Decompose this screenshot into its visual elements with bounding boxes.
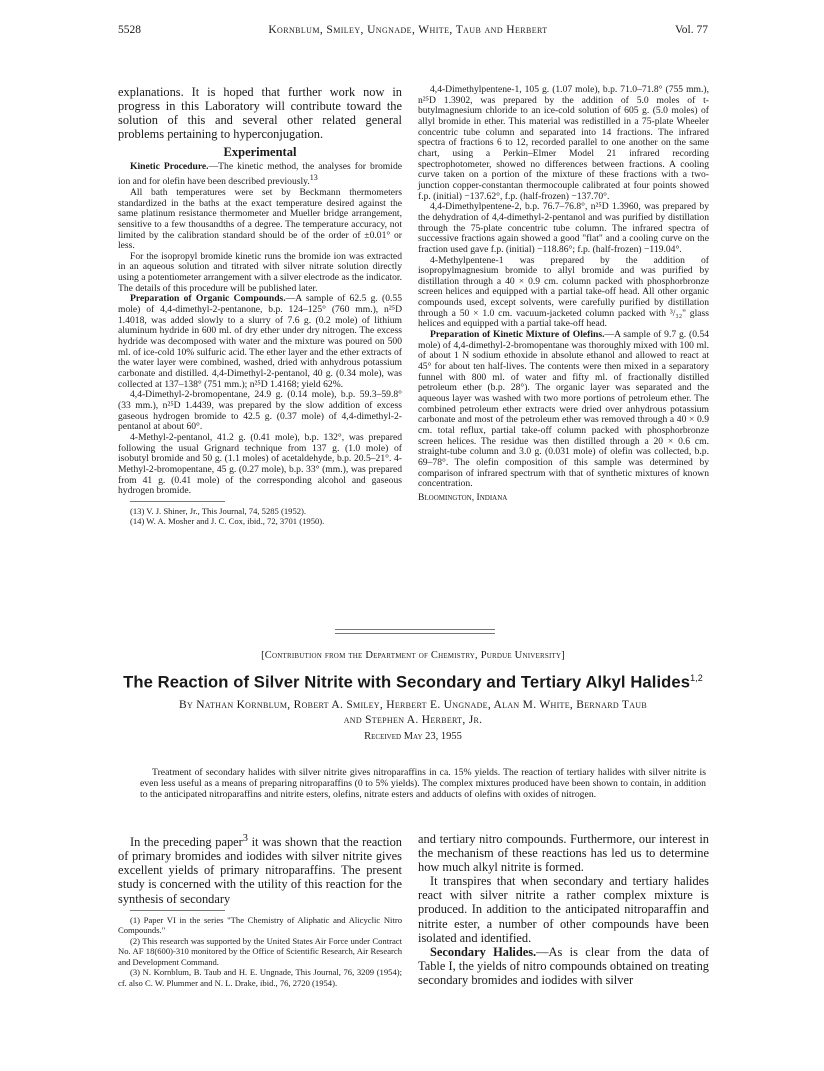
abstract: Treatment of secondary halides with silver nitrite gives nitroparaffins in ca. 15% yields. The reaction of tertiary halides with silver nitrite is even less useful as a means of preparing nitroparaffins (0 to 5% yields). The complex mixtures produced have been shown to contain, in addition to the anticipated nitroparaffins and nitrite esters, olefins, nitrate esters and adducts of olefins with oxides of nitrogen. (140, 767, 706, 800)
received-date: Received May 23, 1955 (364, 731, 462, 742)
pentene-1-paragraph: 4,4-Dimethylpentene-1, 105 g. (1.07 mole), b.p. 71.0–71.8° (755 mm.), n²⁵D 1.3902, was prepared by the addition of 5.0 moles of t-butylmagnesium chloride to an ice-cold solution of 605 g. (5.0 moles) of allyl bromide in ether. This material was redistilled in a 75-plate Wheeler concentric tube column and separated into 14 fractions. The infrared spectra of fractions 6 to 12, recorded parallel to one another on the same chart, using a Perkin–Elmer Model 21 infrared recording spectrophotometer, showed no differences between fractions. A cooling curve taken on a portion of the mixture of these fractions with a two-junction copper-constantan thermocouple calibrated at four points showed f.p. (initial) −137.62°, f.p. (half-frozen) −137.70°. (418, 84, 709, 202)
volume-number: Vol. 77 (674, 24, 708, 36)
kinetic-procedure-text: —The kinetic method, the analyses for bromide ion and for olefin have been described previously. (118, 161, 402, 188)
footnote: (1) Paper VI in the series "The Chemistry of Aliphatic and Alicyclic Nitro Compounds." (118, 914, 402, 936)
column-top-right (418, 85, 709, 504)
transpires-paragraph: It transpires that when secondary and tertiary halides react with silver nitrite a rather complex mixture is produced. In addition to the anticipated nitroparaffin and nitrite ester, a number of other compounds have been isolated and identified. (418, 874, 709, 945)
article-title-text: The Reaction of Silver Nitrite with Secondary and Tertiary Alkyl Halides (123, 672, 691, 692)
methylpentene-paragraph: 4-Methylpentene-1 was prepared by the addition of isopropylmagnesium bromide to allyl bromide and was purified by distillation through a 40 × 0.9 cm. column packed with phosphorbronze screen helices and equipped with a partial take-off head. All other organic compounds used, except solvents, were carefully purified by distillation through a 50 × 1.0 cm. vacuum-jacketed column packed with ³/₃₂" glass helices and equipped with a partial take-off head. (418, 254, 709, 330)
preparation-paragraph (118, 294, 402, 390)
footnote-ref: 13 (309, 173, 318, 183)
footnote-rule (130, 910, 225, 911)
article-title (118, 668, 708, 693)
footnote-ref: 3 (242, 833, 248, 844)
author-line-2: and Stephen A. Herbert, Jr. (343, 714, 483, 726)
location-line: Bloomington, Indiana (418, 491, 508, 503)
preparation-heading: Preparation of Organic Compounds. (130, 293, 286, 305)
footnote: (14) W. A. Mosher and J. C. Cox, ibid., 72, 3701 (1950). (130, 515, 325, 526)
footnote: (2) This research was supported by the United States Air Force under Contract No. AF 18(600)-310 monitored by the Office of Scientific Research, Air Research and Development Command. (118, 935, 402, 967)
running-head (118, 24, 708, 40)
column-bottom-right (418, 832, 709, 987)
bromopentane-paragraph: 4,4-Dimethyl-2-bromopentane, 24.9 g. (0.14 mole), b.p. 59.3–59.8° (33 mm.), n²⁵D 1.4439, was prepared by the slow addition of excess gaseous hydrogen bromide to 42.5 g. (0.37 mole) of 4,4-dimethyl-2-pentanol at about 60°. (118, 389, 402, 433)
author-byline (118, 698, 708, 728)
secondary-halides-heading: Secondary Halides. (430, 944, 537, 959)
footnote-rule (130, 501, 225, 502)
kinetic-mixture-text: —A sample of 9.7 g. (0.54 mole) of 4,4-dimethyl-2-bromopentane was thoroughly mixed with 100 ml. of about 1 N sodium ethoxide in absolute ethanol and allowed to react at 45° for about ten half-lives. The contents were then mixed in a separatory funnel with 800 ml. of water and fifty ml. of fractionally distilled petroleum ether (b.p. 28°). The organic layer was separated and the aqueous layer was washed with two more portions of petroleum ether. The combined petroleum ether extracts were dried over anhydrous potassium carbonate and most of the petroleum ether was removed through a 40 × 0.9 cm. total reflux, partial take-off column packed with phosphorbronze screen helices. The residue was then distilled through a 20 × 0.6 cm. straight-tube column and 3.0 g. (0.031 mole) of olefin was collected, b.p. 69–78°. The olefin composition of this sample was determined by comparison of infrared spectrum with that of synthetic mixtures of known concentration. (418, 329, 709, 490)
secondary-halides-text: —As is clear from the data of Table I, the yields of nitro compounds obtained on treating secondary bromides and iodides with silver (418, 944, 709, 987)
kinetic-mixture-heading: Preparation of Kinetic Mixture of Olefins. (430, 329, 605, 341)
isopropyl-bromide-paragraph: For the isopropyl bromide kinetic runs the bromide ion was extracted in an aqueous solution and titrated with silver nitrate solution directly using a potentiometer arrangement with a silver electrode as the indicator. The details of this procedure will be published later. (118, 250, 402, 294)
footnote: (3) N. Kornblum, B. Taub and H. E. Ungnade, This Journal, 76, 3209 (1954); cf. also C. W. Plummer and N. L. Drake, ibid., 76, 2720 (1954). (118, 967, 402, 988)
intro-text-a: In the preceding paper (130, 835, 243, 850)
title-footnote-refs: 1,2 (690, 673, 703, 683)
page-number: 5528 (118, 24, 141, 36)
column-top-left (118, 85, 402, 526)
running-head-authors: Kornblum, Smiley, Ungnade, White, Taub and Herbert (268, 24, 548, 36)
experimental-heading: Experimental (223, 145, 297, 160)
intro-text-b: it was shown that the reaction of primary bromides and iodides with silver nitrite gives excellent yields of primary nitroparaffins. The present study is concerned with the utility of this reaction for the synthesis of secondary (118, 835, 402, 906)
kinetic-procedure-heading: Kinetic Procedure. (130, 161, 209, 173)
author-line-1: By Nathan Kornblum, Robert A. Smiley, Herbert E. Ungnade, Alan M. White, Bernard Taub (178, 699, 648, 711)
secondary-halides-paragraph (418, 945, 709, 987)
intro-paragraph (118, 832, 402, 906)
bath-temperature-paragraph: All bath temperatures were set by Beckmann thermometers standardized in the baths at the exact temperature desired against the same platinum resistance thermometer and Mueller bridge arrangement, sensitive to a few thousandths of a degree. The temperature accuracy, not limited by the calibration standard should be of the order of ±0.01° or less. (118, 186, 402, 252)
kinetic-procedure-paragraph (118, 162, 402, 188)
methyl-pentanol-paragraph: 4-Methyl-2-pentanol, 41.2 g. (0.41 mole), b.p. 132°, was prepared following the usual Grignard technique from 137 g. (1.0 mole) of isobutyl bromide and 50 g. (1.1 moles) of acetaldehyde, b.p. 20.5–21°. 4-Methyl-2-bromopentane, 45 g. (0.27 mole), b.p. 33° (mm.), was prepared from 41 g. (0.41 mole) of the corresponding alcohol and gaseous hydrogen bromide. (118, 431, 402, 497)
column-bottom-left (118, 832, 402, 988)
pentene-2-paragraph: 4,4-Dimethylpentene-2, b.p. 76.7–76.8°, n²⁵D 1.3960, was prepared by the dehydration of 4,4-dimethyl-2-pentanol and was purified by distillation through the 75-plate concentric tube column. The infrared spectra of successive fractions again showed a good "flat" and a cooling curve on the fraction used gave f.p. (initial) −118.86°; f.p. (half-frozen) −119.04°. (418, 201, 709, 255)
footnote: (13) V. J. Shiner, Jr., This Journal, 74, 5285 (1952). (130, 505, 307, 516)
preparation-text: —A sample of 62.5 g. (0.55 mole) of 4,4-dimethyl-2-pentanone, b.p. 124–125° (760 mm.), n²⁵D 1.4018, was added slowly to a slurry of 7.6 g. (0.2 mole) of lithium aluminum hydride in 600 ml. of dry ether under dry nitrogen. The excess hydride was decomposed with water and the mixture was poured on 500 ml. of ice-cold 10% sulfuric acid. The ether layer and the ether extracts of the water layer were combined, washed, dried with anhydrous potassium carbonate and distilled. 4,4-Dimethyl-2-pentanol, 40 g. (0.34 mole), was collected at 137–138° (751 mm.); n²⁵D 1.4168; yield 62%. (118, 293, 402, 390)
intro-continuation: explanations. It is hoped that further work now in progress in this Laboratory will contribute toward the solution of this and several other related general problems pertaining to hyperconjugation. (118, 85, 402, 142)
kinetic-mixture-paragraph (418, 330, 709, 490)
article-divider (335, 629, 495, 634)
continuation-paragraph: and tertiary nitro compounds. Furthermore, our interest in the mechanism of these reactions has led us to determine how much alkyl nitrite is formed. (418, 832, 709, 875)
contribution-line: [Contribution from the Department of Chemistry, Purdue University] (261, 650, 565, 661)
